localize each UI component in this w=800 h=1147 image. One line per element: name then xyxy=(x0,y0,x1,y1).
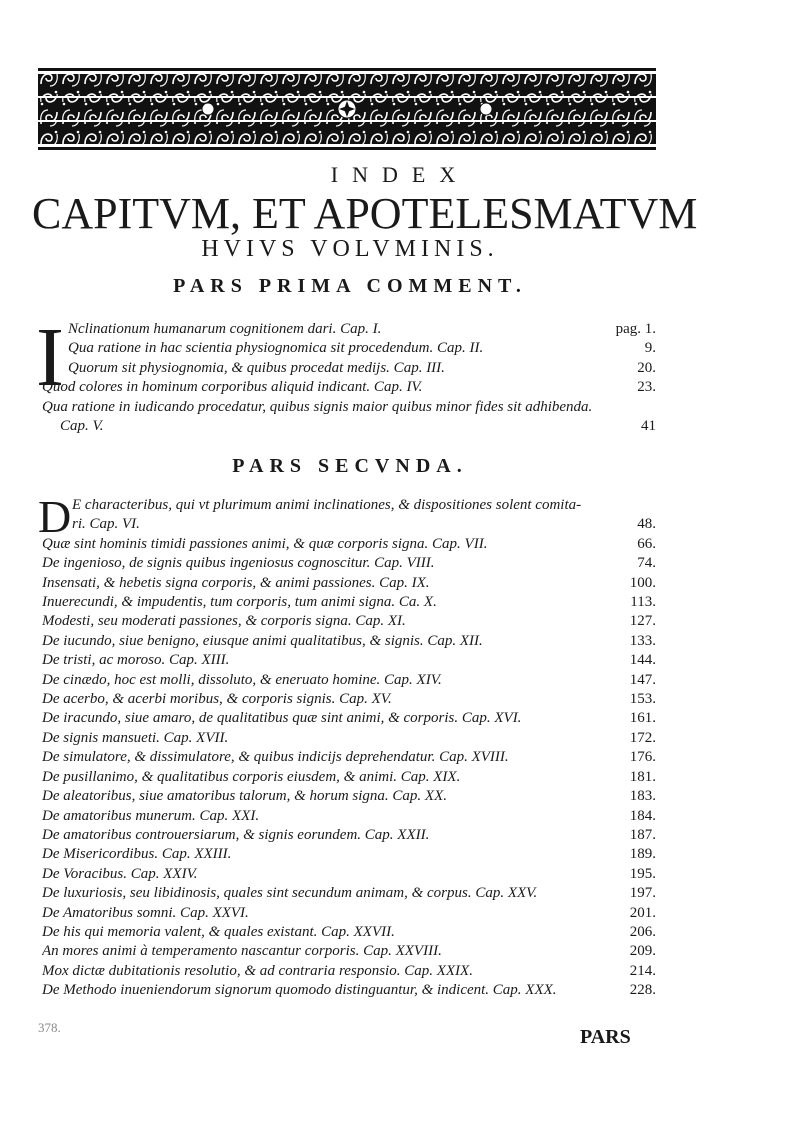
page-number: 161. xyxy=(629,710,656,727)
toc-entry: De amatoribus munerum. Cap. XXI. 184. xyxy=(42,807,656,826)
page-number: 20. xyxy=(637,359,656,376)
page-number: 189. xyxy=(629,846,656,863)
page-number: 197. xyxy=(629,885,656,902)
toc-entry: De iracundo, siue amaro, de qualitatibus quæ sint animi, & corporis. Cap. XVI. 161. xyxy=(42,709,656,728)
toc-entry: De tristi, ac moroso. Cap. XIII. 144. xyxy=(42,651,656,670)
toc-entry: De cinædo, hoc est molli, dissoluto, & eneruato homine. Cap. XIV. 147. xyxy=(42,671,656,690)
toc-entry: Mox dictæ dubitationis resolutio, & ad contraria responsio. Cap. XXIX. 214. xyxy=(42,962,656,981)
toc-entry: De Misericordibus. Cap. XXIII. 189. xyxy=(42,845,656,864)
toc-entry: De ingenioso, de signis quibus ingeniosus cognoscitur. Cap. VIII. 74. xyxy=(42,554,656,573)
page-number: 184. xyxy=(629,807,656,824)
page-number: 153. xyxy=(629,691,656,708)
toc-entry: Quæ sint hominis timidi passiones animi, & quæ corporis signa. Cap. VII. 66. xyxy=(42,535,656,554)
toc-entry: De Voracibus. Cap. XXIV. 195. xyxy=(42,865,656,884)
page-number: 206. xyxy=(629,923,656,940)
toc-entry: E characteribus, qui vt plurimum animi inclinationes, & dispositiones solent comita- xyxy=(72,497,582,513)
toc-entry: Nclinationum humanarum cognitionem dari. Cap. I. pag. 1. xyxy=(42,320,656,339)
toc-entry: Qua ratione in hac scientia physiognomica sit procedendum. Cap. II. 9. xyxy=(42,339,656,358)
toc-list-pars-secunda xyxy=(42,496,656,1001)
toc-entry: De his qui memoria valent, & quales existant. Cap. XXVII. 206. xyxy=(42,923,656,942)
toc-entry: Quorum sit physiognomia, & quibus procedat medijs. Cap. III. 20. xyxy=(42,359,656,378)
toc-entry: Qua ratione in iudicando procedatur, quibus signis maior quibus minor fides sit adhibenda. xyxy=(42,398,593,415)
toc-list-pars-prima xyxy=(42,320,656,436)
page-number: pag. 1. xyxy=(615,321,656,337)
drop-cap-initial: D xyxy=(38,491,72,542)
section-heading-pars-secunda: PARS SECVNDA. xyxy=(232,455,468,477)
page-number: 228. xyxy=(629,982,656,999)
page-number: 9. xyxy=(644,340,656,357)
page-subtitle: HVIVS VOLVMINIS. xyxy=(201,236,499,262)
page-number: 201. xyxy=(629,904,656,921)
toc-entry-continued: Cap. V. 41 xyxy=(42,417,656,436)
toc-entry: Inuerecundi, & impudentis, tum corporis, tum animi signa. Ca. X. 113. xyxy=(42,593,656,612)
toc-entry: De simulatore, & dissimulatore, & quibus indicijs deprehendatur. Cap. XVIII. 176. xyxy=(42,748,656,767)
toc-entry: De Methodo inueniendorum signorum quomodo distinguantur, & indicent. Cap. XXX. 228. xyxy=(42,981,656,1000)
toc-entry: An mores animi à temperamento nascantur corporis. Cap. XXVIII. 209. xyxy=(42,942,656,961)
page-title: CAPITVM, ET APOTELESMATVM xyxy=(32,189,698,238)
page-number: 187. xyxy=(629,826,656,843)
toc-entry: De amatoribus controuersiarum, & signis eorundem. Cap. XXII. 187. xyxy=(42,826,656,845)
toc-entry-continued: ri. Cap. VI. 48. xyxy=(42,515,656,534)
index-heading: INDEX xyxy=(330,162,470,187)
toc-entry: Quod colores in hominum corporibus aliquid indicant. Cap. IV. 23. xyxy=(42,378,656,397)
toc-entry: De signis mansueti. Cap. XVII. 172. xyxy=(42,729,656,748)
page-number: 133. xyxy=(629,632,656,649)
page-number: 127. xyxy=(629,613,656,630)
page-number: 144. xyxy=(629,652,656,669)
toc-entry: De aleatoribus, siue amatoribus talorum, & horum signa. Cap. XX. 183. xyxy=(42,787,656,806)
page-number: 209. xyxy=(629,943,656,960)
section-heading-pars-prima: PARS PRIMA COMMENT. xyxy=(173,275,527,297)
page-number: 23. xyxy=(637,379,656,396)
page-number: 100. xyxy=(629,574,656,591)
catchword: PARS xyxy=(580,1026,631,1048)
page-number: 195. xyxy=(629,865,656,882)
toc-entry: De acerbo, & acerbi moribus, & corporis signis. Cap. XV. 153. xyxy=(42,690,656,709)
bleed-through-page-number: 378. xyxy=(38,1020,61,1035)
page-number: 48. xyxy=(637,516,656,533)
drop-cap-initial: I xyxy=(36,311,64,404)
page-number: 181. xyxy=(629,768,656,785)
page-number: 113. xyxy=(630,594,656,611)
page-number: 66. xyxy=(637,535,656,552)
page-number: 74. xyxy=(637,555,656,572)
ornamental-header-band xyxy=(38,68,656,152)
page-number: 41 xyxy=(641,418,656,435)
toc-entry: De luxuriosis, seu libidinosis, quales sint secundum animam, & corpus. Cap. XXV. 197. xyxy=(42,884,656,903)
toc-entry: De pusillanimo, & qualitatibus corporis eiusdem, & animi. Cap. XIX. 181. xyxy=(42,768,656,787)
toc-entry: Insensati, & hebetis signa corporis, & animi passiones. Cap. IX. 100. xyxy=(42,574,656,593)
toc-entry: De iucundo, siue benigno, eiusque animi qualitatibus, & signis. Cap. XII. 133. xyxy=(42,632,656,651)
page-number: 183. xyxy=(629,788,656,805)
page-number: 147. xyxy=(629,671,656,688)
page-number: 176. xyxy=(629,749,656,766)
toc-entry: De Amatoribus somni. Cap. XXVI. 201. xyxy=(42,904,656,923)
page-number: 214. xyxy=(629,962,656,979)
page-number: 172. xyxy=(629,729,656,746)
toc-entry: Modesti, seu moderati passiones, & corporis signa. Cap. XI. 127. xyxy=(42,612,656,631)
